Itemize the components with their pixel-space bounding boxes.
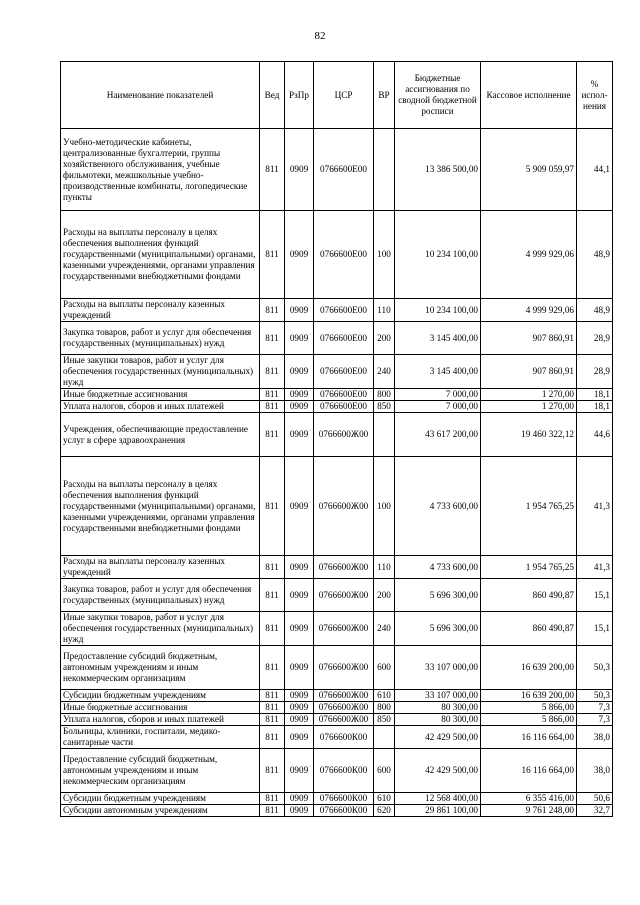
- header-rzpr: РзПр: [285, 62, 314, 129]
- cell-ved: 811: [260, 805, 285, 817]
- cell-name: Предоставление субсидий бюджетным, автономным учреждениям и иным некоммерческим организациям: [61, 749, 260, 793]
- cell-name: Учреждения, обеспечивающие предоставление услуг в сфере здравоохранения: [61, 413, 260, 457]
- cell-ved: 811: [260, 389, 285, 401]
- table-row: [61, 129, 613, 211]
- cell-rzpr: 0909: [285, 413, 314, 457]
- cell-name: Иные бюджетные ассигнования: [61, 702, 260, 714]
- header-vr: ВР: [374, 62, 395, 129]
- cell-cash: 1 954 765,25: [481, 457, 577, 556]
- header-ved: Вед: [260, 62, 285, 129]
- cell-csr: 0766600К00: [314, 726, 374, 749]
- cell-name: Расходы на выплаты персоналу в целях обеспечения выполнения функций государственными (муниципальными) органами, казенными учреждениями, органами управления государственными внебюджетными фондами: [61, 457, 260, 556]
- cell-name: Закупка товаров, работ и услуг для обеспечения государственных (муниципальных) нужд: [61, 322, 260, 355]
- cell-rzpr: 0909: [285, 299, 314, 322]
- cell-cash: 1 270,00: [481, 401, 577, 413]
- cell-percent: 18,1: [577, 389, 613, 401]
- cell-ved: 811: [260, 690, 285, 702]
- cell-rzpr: 0909: [285, 457, 314, 556]
- cell-cash: 16 116 664,00: [481, 726, 577, 749]
- cell-ved: 811: [260, 749, 285, 793]
- cell-rzpr: 0909: [285, 805, 314, 817]
- cell-csr: 0766600Ж00: [314, 714, 374, 726]
- cell-csr: 0766600К00: [314, 805, 374, 817]
- cell-rzpr: 0909: [285, 211, 314, 299]
- cell-vr: 110: [374, 556, 395, 579]
- cell-cash: 6 355 416,00: [481, 793, 577, 805]
- cell-rzpr: 0909: [285, 749, 314, 793]
- cell-cash: 907 860,91: [481, 322, 577, 355]
- header-percent: % испол-нения: [577, 62, 613, 129]
- cell-rzpr: 0909: [285, 726, 314, 749]
- cell-csr: 0766600Ж00: [314, 556, 374, 579]
- table-row: [61, 805, 613, 817]
- cell-csr: 0766600К00: [314, 749, 374, 793]
- cell-vr: 240: [374, 355, 395, 389]
- cell-percent: 18,1: [577, 401, 613, 413]
- cell-name: Иные закупки товаров, работ и услуг для обеспечения государственных (муниципальных) нужд: [61, 612, 260, 646]
- cell-percent: 28,9: [577, 355, 613, 389]
- cell-vr: [374, 413, 395, 457]
- cell-rzpr: 0909: [285, 702, 314, 714]
- cell-budget: 13 386 500,00: [395, 129, 481, 211]
- cell-rzpr: 0909: [285, 129, 314, 211]
- cell-percent: 44,6: [577, 413, 613, 457]
- cell-rzpr: 0909: [285, 612, 314, 646]
- table-row: [61, 612, 613, 646]
- cell-csr: 0766600Е00: [314, 211, 374, 299]
- cell-rzpr: 0909: [285, 322, 314, 355]
- cell-name: Субсидии бюджетным учреждениям: [61, 690, 260, 702]
- cell-name: Больницы, клиники, госпитали, медико-санитарные части: [61, 726, 260, 749]
- table-row: [61, 355, 613, 389]
- cell-name: Иные закупки товаров, работ и услуг для обеспечения государственных (муниципальных) нужд: [61, 355, 260, 389]
- table-row: [61, 211, 613, 299]
- cell-vr: 200: [374, 322, 395, 355]
- cell-percent: 38,0: [577, 749, 613, 793]
- cell-vr: 600: [374, 749, 395, 793]
- cell-cash: 907 860,91: [481, 355, 577, 389]
- cell-ved: 811: [260, 413, 285, 457]
- table-row: [61, 793, 613, 805]
- cell-budget: 43 617 200,00: [395, 413, 481, 457]
- cell-name: Субсидии автономным учреждениям: [61, 805, 260, 817]
- cell-budget: 5 696 300,00: [395, 612, 481, 646]
- cell-ved: 811: [260, 579, 285, 612]
- cell-csr: 0766600Е00: [314, 322, 374, 355]
- cell-percent: 48,9: [577, 299, 613, 322]
- table-row: [61, 413, 613, 457]
- header-budget: Бюджетные ассигнования по сводной бюджетной росписи: [395, 62, 481, 129]
- cell-cash: 5 866,00: [481, 714, 577, 726]
- cell-budget: 10 234 100,00: [395, 299, 481, 322]
- cell-percent: 15,1: [577, 612, 613, 646]
- cell-csr: 0766600Ж00: [314, 612, 374, 646]
- page-number: 82: [314, 30, 326, 42]
- cell-cash: 19 460 322,12: [481, 413, 577, 457]
- cell-vr: 800: [374, 702, 395, 714]
- cell-percent: 44,1: [577, 129, 613, 211]
- cell-percent: 48,9: [577, 211, 613, 299]
- cell-budget: 5 696 300,00: [395, 579, 481, 612]
- cell-budget: 80 300,00: [395, 714, 481, 726]
- cell-budget: 4 733 600,00: [395, 556, 481, 579]
- cell-name: Предоставление субсидий бюджетным, автономным учреждениям и иным некоммерческим организациям: [61, 646, 260, 690]
- cell-name: Учебно-методические кабинеты, централизованные бухгалтерии, группы хозяйственного обслуживания, учебные фильмотеки, межшкольные учебно-производственные комбинаты, логопедические пункты: [61, 129, 260, 211]
- table-row: [61, 401, 613, 413]
- cell-vr: 850: [374, 714, 395, 726]
- cell-cash: 1 270,00: [481, 389, 577, 401]
- cell-rzpr: 0909: [285, 579, 314, 612]
- cell-percent: 28,9: [577, 322, 613, 355]
- table-row: [61, 726, 613, 749]
- cell-csr: 0766600Ж00: [314, 702, 374, 714]
- cell-cash: 16 639 200,00: [481, 690, 577, 702]
- cell-ved: 811: [260, 129, 285, 211]
- cell-csr: 0766600Е00: [314, 355, 374, 389]
- cell-budget: 3 145 400,00: [395, 322, 481, 355]
- cell-csr: 0766600К00: [314, 793, 374, 805]
- cell-csr: 0766600Ж00: [314, 457, 374, 556]
- cell-budget: 33 107 000,00: [395, 690, 481, 702]
- cell-name: Расходы на выплаты персоналу казенных учреждений: [61, 556, 260, 579]
- cell-rzpr: 0909: [285, 389, 314, 401]
- table-row: [61, 690, 613, 702]
- cell-budget: 42 429 500,00: [395, 726, 481, 749]
- table-header-row: [61, 62, 613, 129]
- cell-cash: 16 639 200,00: [481, 646, 577, 690]
- cell-rzpr: 0909: [285, 690, 314, 702]
- header-csr: ЦСР: [314, 62, 374, 129]
- cell-percent: 38,0: [577, 726, 613, 749]
- cell-ved: 811: [260, 401, 285, 413]
- cell-budget: 42 429 500,00: [395, 749, 481, 793]
- table-row: [61, 322, 613, 355]
- table-row: [61, 556, 613, 579]
- cell-ved: 811: [260, 646, 285, 690]
- cell-vr: 110: [374, 299, 395, 322]
- cell-vr: [374, 726, 395, 749]
- cell-percent: 7,3: [577, 714, 613, 726]
- table-row: [61, 389, 613, 401]
- cell-ved: 811: [260, 322, 285, 355]
- cell-name: Субсидии бюджетным учреждениям: [61, 793, 260, 805]
- cell-cash: 16 116 664,00: [481, 749, 577, 793]
- cell-rzpr: 0909: [285, 401, 314, 413]
- cell-csr: 0766600Ж00: [314, 646, 374, 690]
- cell-cash: 5 909 059,97: [481, 129, 577, 211]
- cell-ved: 811: [260, 726, 285, 749]
- table-body: [61, 129, 613, 817]
- cell-ved: 811: [260, 299, 285, 322]
- cell-rzpr: 0909: [285, 714, 314, 726]
- header-cash: Кассовое исполнение: [481, 62, 577, 129]
- cell-vr: 600: [374, 646, 395, 690]
- cell-vr: [374, 129, 395, 211]
- table-row: [61, 457, 613, 556]
- cell-name: Уплата налогов, сборов и иных платежей: [61, 401, 260, 413]
- cell-budget: 29 861 100,00: [395, 805, 481, 817]
- cell-vr: 620: [374, 805, 395, 817]
- cell-vr: 610: [374, 690, 395, 702]
- cell-budget: 7 000,00: [395, 401, 481, 413]
- cell-name: Расходы на выплаты персоналу казенных учреждений: [61, 299, 260, 322]
- cell-budget: 10 234 100,00: [395, 211, 481, 299]
- cell-vr: 200: [374, 579, 395, 612]
- cell-percent: 15,1: [577, 579, 613, 612]
- cell-cash: 4 999 929,06: [481, 299, 577, 322]
- cell-percent: 50,3: [577, 690, 613, 702]
- cell-ved: 811: [260, 612, 285, 646]
- cell-csr: 0766600Ж00: [314, 413, 374, 457]
- cell-vr: 850: [374, 401, 395, 413]
- cell-budget: 33 107 000,00: [395, 646, 481, 690]
- cell-name: Расходы на выплаты персоналу в целях обеспечения выполнения функций государственными (муниципальными) органами, казенными учреждениями, органами управления государственными внебюджетными фондами: [61, 211, 260, 299]
- cell-vr: 100: [374, 457, 395, 556]
- cell-name: Уплата налогов, сборов и иных платежей: [61, 714, 260, 726]
- cell-csr: 0766600Е00: [314, 401, 374, 413]
- table-row: [61, 714, 613, 726]
- cell-csr: 0766600Е00: [314, 389, 374, 401]
- cell-percent: 41,3: [577, 556, 613, 579]
- budget-execution-table: [60, 61, 613, 817]
- table-row: [61, 299, 613, 322]
- cell-cash: 1 954 765,25: [481, 556, 577, 579]
- cell-rzpr: 0909: [285, 646, 314, 690]
- cell-vr: 800: [374, 389, 395, 401]
- table-row: [61, 749, 613, 793]
- cell-cash: 4 999 929,06: [481, 211, 577, 299]
- cell-ved: 811: [260, 457, 285, 556]
- cell-csr: 0766600Е00: [314, 299, 374, 322]
- cell-vr: 610: [374, 793, 395, 805]
- cell-budget: 3 145 400,00: [395, 355, 481, 389]
- cell-cash: 5 866,00: [481, 702, 577, 714]
- cell-ved: 811: [260, 714, 285, 726]
- cell-cash: 860 490,87: [481, 579, 577, 612]
- cell-csr: 0766600Ж00: [314, 579, 374, 612]
- cell-budget: 4 733 600,00: [395, 457, 481, 556]
- header-name: Наименование показателей: [61, 62, 260, 129]
- cell-ved: 811: [260, 702, 285, 714]
- cell-ved: 811: [260, 793, 285, 805]
- cell-budget: 12 568 400,00: [395, 793, 481, 805]
- cell-rzpr: 0909: [285, 793, 314, 805]
- cell-rzpr: 0909: [285, 556, 314, 579]
- cell-csr: 0766600Ж00: [314, 690, 374, 702]
- cell-name: Закупка товаров, работ и услуг для обеспечения государственных (муниципальных) нужд: [61, 579, 260, 612]
- cell-cash: 860 490,87: [481, 612, 577, 646]
- cell-rzpr: 0909: [285, 355, 314, 389]
- table-row: [61, 702, 613, 714]
- cell-vr: 240: [374, 612, 395, 646]
- cell-ved: 811: [260, 355, 285, 389]
- cell-csr: 0766600Е00: [314, 129, 374, 211]
- cell-budget: 80 300,00: [395, 702, 481, 714]
- cell-ved: 811: [260, 211, 285, 299]
- cell-percent: 32,7: [577, 805, 613, 817]
- cell-ved: 811: [260, 556, 285, 579]
- cell-percent: 41,3: [577, 457, 613, 556]
- cell-percent: 50,6: [577, 793, 613, 805]
- table-row: [61, 579, 613, 612]
- cell-cash: 9 761 248,00: [481, 805, 577, 817]
- cell-vr: 100: [374, 211, 395, 299]
- table-row: [61, 646, 613, 690]
- cell-name: Иные бюджетные ассигнования: [61, 389, 260, 401]
- cell-percent: 50,3: [577, 646, 613, 690]
- cell-percent: 7,3: [577, 702, 613, 714]
- cell-budget: 7 000,00: [395, 389, 481, 401]
